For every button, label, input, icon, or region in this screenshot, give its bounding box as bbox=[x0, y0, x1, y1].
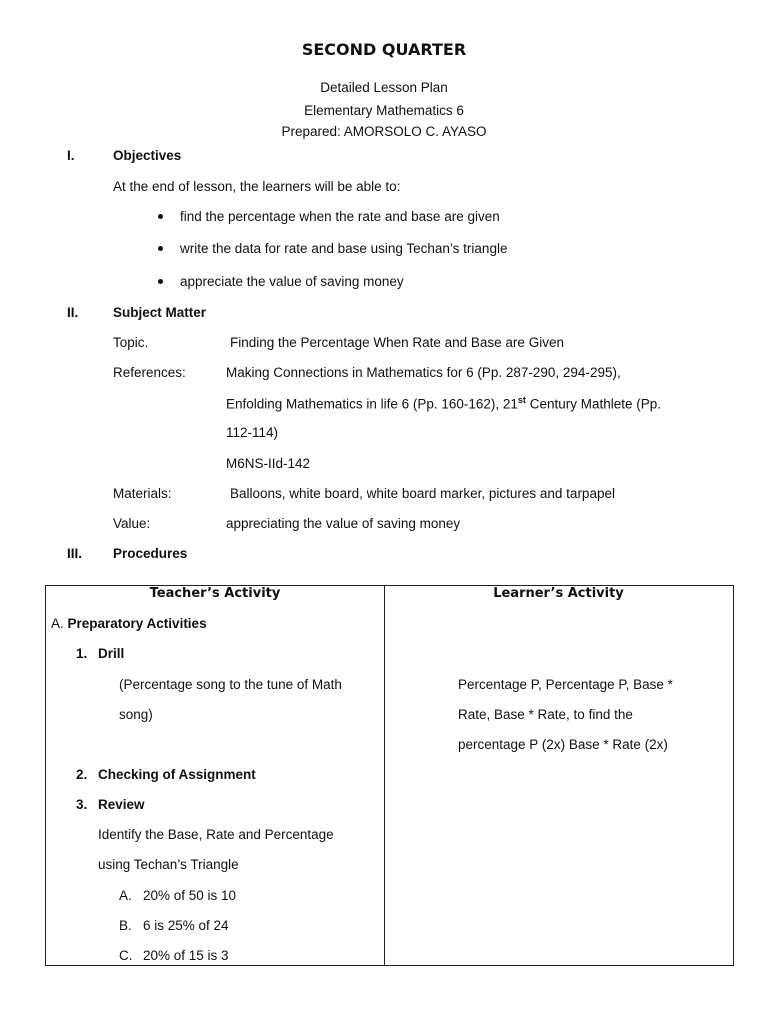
reference-line: Enfolding Mathematics in life 6 (Pp. 160-162), 21st Century Mathlete (Pp. bbox=[226, 395, 661, 412]
review-text: using Techan’s Triangle bbox=[98, 857, 239, 872]
objective-item: find the percentage when the rate and base are given bbox=[180, 209, 500, 224]
objective-item: write the data for rate and base using Techan’s triangle bbox=[180, 241, 508, 256]
review-text: Identify the Base, Rate and Percentage bbox=[98, 827, 334, 842]
review-item-text: 20% of 50 is 10 bbox=[143, 888, 237, 903]
learner-activity-header: Learner’s Activity bbox=[493, 586, 624, 601]
procedures-numeral: III. bbox=[67, 546, 83, 561]
bullet-icon bbox=[158, 279, 163, 284]
drill-heading: Drill bbox=[98, 646, 125, 661]
drill-number: 1. bbox=[76, 646, 88, 661]
header-line-lesson-plan: Detailed Lesson Plan bbox=[320, 80, 448, 95]
ordinal-superscript: st bbox=[517, 395, 526, 405]
subject-matter-numeral: II. bbox=[67, 305, 79, 320]
reference-line: Making Connections in Mathematics for 6 (Pp. 287-290, 294-295), bbox=[226, 365, 621, 380]
objectives-heading: Objectives bbox=[113, 148, 182, 163]
review-number: 3. bbox=[76, 797, 88, 812]
drill-text: (Percentage song to the tune of Math bbox=[119, 677, 342, 692]
activities-table bbox=[45, 585, 734, 966]
review-item-letter: A. bbox=[119, 888, 132, 903]
value-label: Value: bbox=[113, 516, 151, 531]
reference-line: 112-114) bbox=[226, 425, 279, 440]
review-item-text: 20% of 15 is 3 bbox=[143, 948, 229, 963]
topic-label: Topic. bbox=[113, 335, 149, 350]
checking-number: 2. bbox=[76, 767, 88, 782]
bullet-icon bbox=[158, 246, 163, 251]
competency-code: M6NS-IId-142 bbox=[226, 456, 311, 471]
value-value: appreciating the value of saving money bbox=[226, 516, 461, 531]
header-line-subject: Elementary Mathematics 6 bbox=[304, 103, 464, 118]
learner-song-line: percentage P (2x) Base * Rate (2x) bbox=[458, 737, 668, 752]
bullet-icon bbox=[158, 214, 163, 219]
review-item-letter: C. bbox=[119, 948, 133, 963]
subject-matter-heading: Subject Matter bbox=[113, 305, 207, 320]
objectives-intro: At the end of lesson, the learners will be able to: bbox=[113, 179, 401, 194]
learner-song-line: Percentage P, Percentage P, Base * bbox=[458, 677, 673, 692]
learner-song-line: Rate, Base * Rate, to find the bbox=[458, 707, 633, 722]
review-heading: Review bbox=[98, 797, 145, 812]
column-divider bbox=[384, 586, 385, 965]
teacher-activity-header: Teacher’s Activity bbox=[149, 586, 281, 601]
materials-value: Balloons, white board, white board marker, pictures and tarpapel bbox=[230, 486, 615, 501]
objective-item: appreciate the value of saving money bbox=[180, 274, 404, 289]
section-a: A. Preparatory Activities bbox=[51, 616, 207, 631]
page-title: SECOND QUARTER bbox=[301, 40, 467, 59]
drill-text: song) bbox=[119, 707, 153, 722]
procedures-heading: Procedures bbox=[113, 546, 188, 561]
objectives-numeral: I. bbox=[67, 148, 75, 163]
review-item-letter: B. bbox=[119, 918, 132, 933]
header-line-prepared: Prepared: AMORSOLO C. AYASO bbox=[281, 124, 487, 139]
topic-value: Finding the Percentage When Rate and Base are Given bbox=[230, 335, 564, 350]
checking-heading: Checking of Assignment bbox=[98, 767, 256, 782]
materials-label: Materials: bbox=[113, 486, 172, 501]
review-item-text: 6 is 25% of 24 bbox=[143, 918, 229, 933]
references-label: References: bbox=[113, 365, 186, 380]
